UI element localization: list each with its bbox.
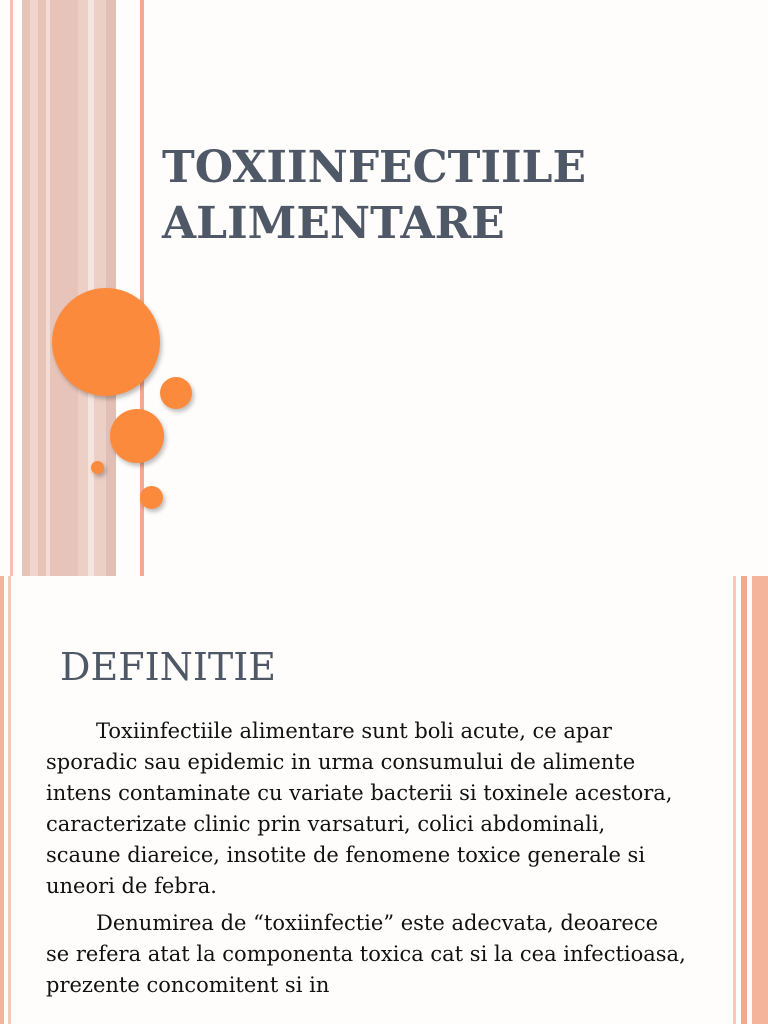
decorative-circle-medium	[110, 409, 164, 463]
decorative-stripe	[46, 0, 50, 576]
decorative-stripe	[8, 576, 11, 1024]
title-line-1: TOXIINFECTIILE	[162, 142, 586, 193]
decorative-stripe	[741, 576, 747, 1024]
decorative-stripe	[0, 576, 4, 1024]
decorative-stripe	[30, 0, 38, 576]
definition-heading: DEFINITIE	[60, 645, 276, 689]
decorative-stripe	[88, 0, 94, 576]
definition-paragraph-2: Denumirea de “toxiinfectie” este adecvata, deoarece se refera atat la componenta toxica cat si la cea infectioasa, prezente concomitent si in	[46, 911, 686, 997]
title-line-2: ALIMENTARE	[162, 198, 505, 249]
definition-body	[46, 716, 686, 1007]
decorative-stripe	[733, 576, 736, 1024]
definition-slide	[0, 576, 768, 1024]
decorative-stripe	[10, 0, 13, 576]
definition-paragraph-1: Toxiinfectiile alimentare sunt boli acute, ce apar sporadic sau epidemic in urma consumului de alimente intens contaminate cu variate bacterii si toxinele acestora, caracterizate clinic prin varsaturi, colici abdominali, scaune diareice, insotite de fenomene toxice generale si uneori de febra.	[46, 719, 673, 898]
decorative-circle-small	[160, 377, 192, 409]
decorative-circle-large	[52, 288, 160, 396]
decorative-circle-small	[140, 486, 163, 509]
slide-title	[162, 140, 586, 252]
decorative-stripe	[752, 576, 768, 1024]
decorative-circle-tiny	[91, 461, 104, 474]
